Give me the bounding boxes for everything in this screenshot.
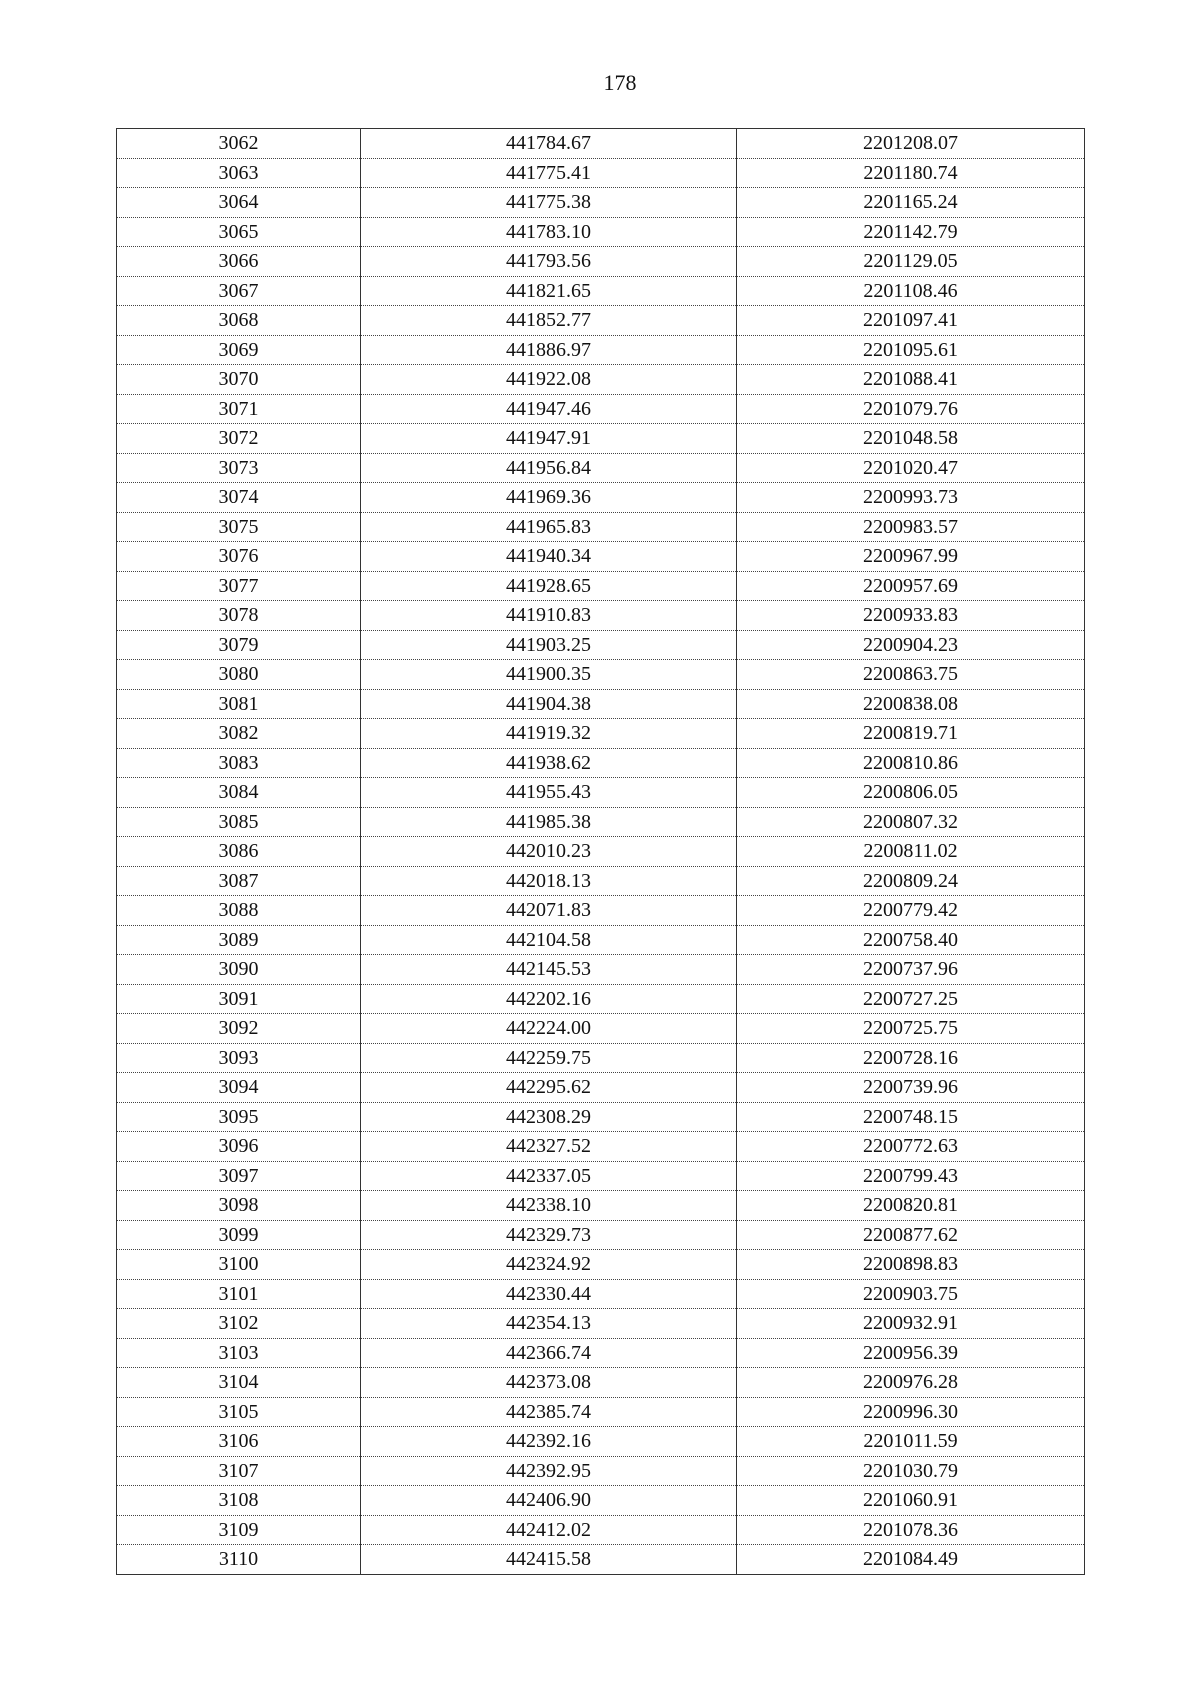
- table-row: [117, 129, 1085, 159]
- point-number-cell: 3109: [117, 1515, 361, 1545]
- point-number-cell: 3103: [117, 1338, 361, 1368]
- x-coordinate-cell: 442010.23: [361, 837, 737, 867]
- table-row: [117, 571, 1085, 601]
- point-number-cell: 3100: [117, 1250, 361, 1280]
- x-coordinate-cell: 441784.67: [361, 129, 737, 159]
- y-coordinate-cell: 2200956.39: [737, 1338, 1085, 1368]
- x-coordinate-cell: 442202.16: [361, 984, 737, 1014]
- table-row: [117, 542, 1085, 572]
- y-coordinate-cell: 2200863.75: [737, 660, 1085, 690]
- table-row: [117, 483, 1085, 513]
- point-number-cell: 3085: [117, 807, 361, 837]
- point-number-cell: 3102: [117, 1309, 361, 1339]
- x-coordinate-cell: 441775.38: [361, 188, 737, 218]
- table-row: [117, 453, 1085, 483]
- x-coordinate-cell: 442145.53: [361, 955, 737, 985]
- point-number-cell: 3087: [117, 866, 361, 896]
- table-row: [117, 984, 1085, 1014]
- table-row: [117, 925, 1085, 955]
- point-number-cell: 3074: [117, 483, 361, 513]
- table-row: [117, 778, 1085, 808]
- point-number-cell: 3076: [117, 542, 361, 572]
- x-coordinate-cell: 442415.58: [361, 1545, 737, 1575]
- y-coordinate-cell: 2201020.47: [737, 453, 1085, 483]
- coordinate-table: [116, 128, 1085, 1575]
- x-coordinate-cell: 441775.41: [361, 158, 737, 188]
- y-coordinate-cell: 2200898.83: [737, 1250, 1085, 1280]
- x-coordinate-cell: 441969.36: [361, 483, 737, 513]
- table-row: [117, 306, 1085, 336]
- point-number-cell: 3070: [117, 365, 361, 395]
- x-coordinate-cell: 442324.92: [361, 1250, 737, 1280]
- y-coordinate-cell: 2201108.46: [737, 276, 1085, 306]
- x-coordinate-cell: 442018.13: [361, 866, 737, 896]
- y-coordinate-cell: 2201060.91: [737, 1486, 1085, 1516]
- y-coordinate-cell: 2201088.41: [737, 365, 1085, 395]
- point-number-cell: 3064: [117, 188, 361, 218]
- y-coordinate-cell: 2200957.69: [737, 571, 1085, 601]
- y-coordinate-cell: 2200933.83: [737, 601, 1085, 631]
- table-row: [117, 365, 1085, 395]
- point-number-cell: 3082: [117, 719, 361, 749]
- point-number-cell: 3097: [117, 1161, 361, 1191]
- y-coordinate-cell: 2200739.96: [737, 1073, 1085, 1103]
- table-row: [117, 217, 1085, 247]
- table-row: [117, 1191, 1085, 1221]
- point-number-cell: 3104: [117, 1368, 361, 1398]
- y-coordinate-cell: 2201097.41: [737, 306, 1085, 336]
- point-number-cell: 3080: [117, 660, 361, 690]
- y-coordinate-cell: 2201142.79: [737, 217, 1085, 247]
- table-row: [117, 955, 1085, 985]
- point-number-cell: 3089: [117, 925, 361, 955]
- x-coordinate-cell: 442373.08: [361, 1368, 737, 1398]
- point-number-cell: 3067: [117, 276, 361, 306]
- point-number-cell: 3079: [117, 630, 361, 660]
- table-row: [117, 719, 1085, 749]
- point-number-cell: 3107: [117, 1456, 361, 1486]
- y-coordinate-cell: 2200993.73: [737, 483, 1085, 513]
- y-coordinate-cell: 2200996.30: [737, 1397, 1085, 1427]
- y-coordinate-cell: 2200748.15: [737, 1102, 1085, 1132]
- y-coordinate-cell: 2200779.42: [737, 896, 1085, 926]
- x-coordinate-cell: 441910.83: [361, 601, 737, 631]
- y-coordinate-cell: 2200811.02: [737, 837, 1085, 867]
- x-coordinate-cell: 442338.10: [361, 1191, 737, 1221]
- point-number-cell: 3083: [117, 748, 361, 778]
- x-coordinate-cell: 441783.10: [361, 217, 737, 247]
- x-coordinate-cell: 442224.00: [361, 1014, 737, 1044]
- x-coordinate-cell: 442327.52: [361, 1132, 737, 1162]
- point-number-cell: 3110: [117, 1545, 361, 1575]
- x-coordinate-cell: 442366.74: [361, 1338, 737, 1368]
- x-coordinate-cell: 441904.38: [361, 689, 737, 719]
- table-row: [117, 601, 1085, 631]
- point-number-cell: 3106: [117, 1427, 361, 1457]
- x-coordinate-cell: 442330.44: [361, 1279, 737, 1309]
- x-coordinate-cell: 442104.58: [361, 925, 737, 955]
- table-row: [117, 807, 1085, 837]
- x-coordinate-cell: 441922.08: [361, 365, 737, 395]
- point-number-cell: 3105: [117, 1397, 361, 1427]
- point-number-cell: 3071: [117, 394, 361, 424]
- x-coordinate-cell: 441919.32: [361, 719, 737, 749]
- y-coordinate-cell: 2200904.23: [737, 630, 1085, 660]
- y-coordinate-cell: 2200932.91: [737, 1309, 1085, 1339]
- y-coordinate-cell: 2200967.99: [737, 542, 1085, 572]
- x-coordinate-cell: 441852.77: [361, 306, 737, 336]
- point-number-cell: 3092: [117, 1014, 361, 1044]
- table-row: [117, 1309, 1085, 1339]
- y-coordinate-cell: 2201078.36: [737, 1515, 1085, 1545]
- x-coordinate-cell: 441947.46: [361, 394, 737, 424]
- y-coordinate-cell: 2201165.24: [737, 188, 1085, 218]
- table-row: [117, 1220, 1085, 1250]
- y-coordinate-cell: 2200877.62: [737, 1220, 1085, 1250]
- table-row: [117, 837, 1085, 867]
- point-number-cell: 3062: [117, 129, 361, 159]
- y-coordinate-cell: 2200725.75: [737, 1014, 1085, 1044]
- point-number-cell: 3077: [117, 571, 361, 601]
- point-number-cell: 3069: [117, 335, 361, 365]
- point-number-cell: 3072: [117, 424, 361, 454]
- table-row: [117, 394, 1085, 424]
- point-number-cell: 3086: [117, 837, 361, 867]
- table-row: [117, 1368, 1085, 1398]
- point-number-cell: 3068: [117, 306, 361, 336]
- x-coordinate-cell: 442392.95: [361, 1456, 737, 1486]
- y-coordinate-cell: 2201084.49: [737, 1545, 1085, 1575]
- table-row: [117, 247, 1085, 277]
- x-coordinate-cell: 441940.34: [361, 542, 737, 572]
- x-coordinate-cell: 442329.73: [361, 1220, 737, 1250]
- x-coordinate-cell: 441956.84: [361, 453, 737, 483]
- y-coordinate-cell: 2200838.08: [737, 689, 1085, 719]
- point-number-cell: 3093: [117, 1043, 361, 1073]
- y-coordinate-cell: 2200727.25: [737, 984, 1085, 1014]
- table-row: [117, 1014, 1085, 1044]
- y-coordinate-cell: 2200809.24: [737, 866, 1085, 896]
- y-coordinate-cell: 2200807.32: [737, 807, 1085, 837]
- y-coordinate-cell: 2200983.57: [737, 512, 1085, 542]
- table-row: [117, 748, 1085, 778]
- x-coordinate-cell: 442337.05: [361, 1161, 737, 1191]
- table-row: [117, 1486, 1085, 1516]
- x-coordinate-cell: 441985.38: [361, 807, 737, 837]
- point-number-cell: 3090: [117, 955, 361, 985]
- x-coordinate-cell: 441955.43: [361, 778, 737, 808]
- table-row: [117, 158, 1085, 188]
- y-coordinate-cell: 2201048.58: [737, 424, 1085, 454]
- y-coordinate-cell: 2201129.05: [737, 247, 1085, 277]
- table-row: [117, 630, 1085, 660]
- x-coordinate-cell: 441793.56: [361, 247, 737, 277]
- table-row: [117, 276, 1085, 306]
- table-row: [117, 866, 1085, 896]
- table-row: [117, 660, 1085, 690]
- table-row: [117, 512, 1085, 542]
- y-coordinate-cell: 2200976.28: [737, 1368, 1085, 1398]
- y-coordinate-cell: 2200810.86: [737, 748, 1085, 778]
- table-row: [117, 1132, 1085, 1162]
- y-coordinate-cell: 2200737.96: [737, 955, 1085, 985]
- page-number: 178: [603, 70, 637, 95]
- table-row: [117, 896, 1085, 926]
- y-coordinate-cell: 2200772.63: [737, 1132, 1085, 1162]
- table-row: [117, 1043, 1085, 1073]
- point-number-cell: 3099: [117, 1220, 361, 1250]
- x-coordinate-cell: 441903.25: [361, 630, 737, 660]
- point-number-cell: 3094: [117, 1073, 361, 1103]
- x-coordinate-cell: 442385.74: [361, 1397, 737, 1427]
- x-coordinate-cell: 442392.16: [361, 1427, 737, 1457]
- table-row: [117, 1338, 1085, 1368]
- y-coordinate-cell: 2200758.40: [737, 925, 1085, 955]
- y-coordinate-cell: 2200806.05: [737, 778, 1085, 808]
- point-number-cell: 3065: [117, 217, 361, 247]
- table-row: [117, 1515, 1085, 1545]
- x-coordinate-cell: 441821.65: [361, 276, 737, 306]
- point-number-cell: 3078: [117, 601, 361, 631]
- table-row: [117, 1279, 1085, 1309]
- table-row: [117, 689, 1085, 719]
- x-coordinate-cell: 441965.83: [361, 512, 737, 542]
- y-coordinate-cell: 2201079.76: [737, 394, 1085, 424]
- y-coordinate-cell: 2201030.79: [737, 1456, 1085, 1486]
- point-number-cell: 3091: [117, 984, 361, 1014]
- point-number-cell: 3108: [117, 1486, 361, 1516]
- point-number-cell: 3095: [117, 1102, 361, 1132]
- y-coordinate-cell: 2200819.71: [737, 719, 1085, 749]
- table-row: [117, 1545, 1085, 1575]
- x-coordinate-cell: 442259.75: [361, 1043, 737, 1073]
- x-coordinate-cell: 441900.35: [361, 660, 737, 690]
- x-coordinate-cell: 441938.62: [361, 748, 737, 778]
- x-coordinate-cell: 441928.65: [361, 571, 737, 601]
- x-coordinate-cell: 442354.13: [361, 1309, 737, 1339]
- table-row: [117, 1250, 1085, 1280]
- y-coordinate-cell: 2200820.81: [737, 1191, 1085, 1221]
- y-coordinate-cell: 2200728.16: [737, 1043, 1085, 1073]
- y-coordinate-cell: 2201208.07: [737, 129, 1085, 159]
- table-row: [117, 335, 1085, 365]
- point-number-cell: 3075: [117, 512, 361, 542]
- point-number-cell: 3073: [117, 453, 361, 483]
- table-row: [117, 1102, 1085, 1132]
- x-coordinate-cell: 441886.97: [361, 335, 737, 365]
- coordinate-table-body: [117, 129, 1085, 1575]
- x-coordinate-cell: 442295.62: [361, 1073, 737, 1103]
- point-number-cell: 3096: [117, 1132, 361, 1162]
- y-coordinate-cell: 2201011.59: [737, 1427, 1085, 1457]
- table-row: [117, 1397, 1085, 1427]
- x-coordinate-cell: 441947.91: [361, 424, 737, 454]
- table-row: [117, 1073, 1085, 1103]
- y-coordinate-cell: 2200799.43: [737, 1161, 1085, 1191]
- point-number-cell: 3063: [117, 158, 361, 188]
- table-row: [117, 188, 1085, 218]
- point-number-cell: 3081: [117, 689, 361, 719]
- table-row: [117, 1427, 1085, 1457]
- x-coordinate-cell: 442406.90: [361, 1486, 737, 1516]
- point-number-cell: 3084: [117, 778, 361, 808]
- x-coordinate-cell: 442071.83: [361, 896, 737, 926]
- table-row: [117, 1456, 1085, 1486]
- y-coordinate-cell: 2201095.61: [737, 335, 1085, 365]
- point-number-cell: 3098: [117, 1191, 361, 1221]
- table-row: [117, 424, 1085, 454]
- y-coordinate-cell: 2201180.74: [737, 158, 1085, 188]
- point-number-cell: 3088: [117, 896, 361, 926]
- point-number-cell: 3066: [117, 247, 361, 277]
- y-coordinate-cell: 2200903.75: [737, 1279, 1085, 1309]
- x-coordinate-cell: 442308.29: [361, 1102, 737, 1132]
- point-number-cell: 3101: [117, 1279, 361, 1309]
- table-row: [117, 1161, 1085, 1191]
- x-coordinate-cell: 442412.02: [361, 1515, 737, 1545]
